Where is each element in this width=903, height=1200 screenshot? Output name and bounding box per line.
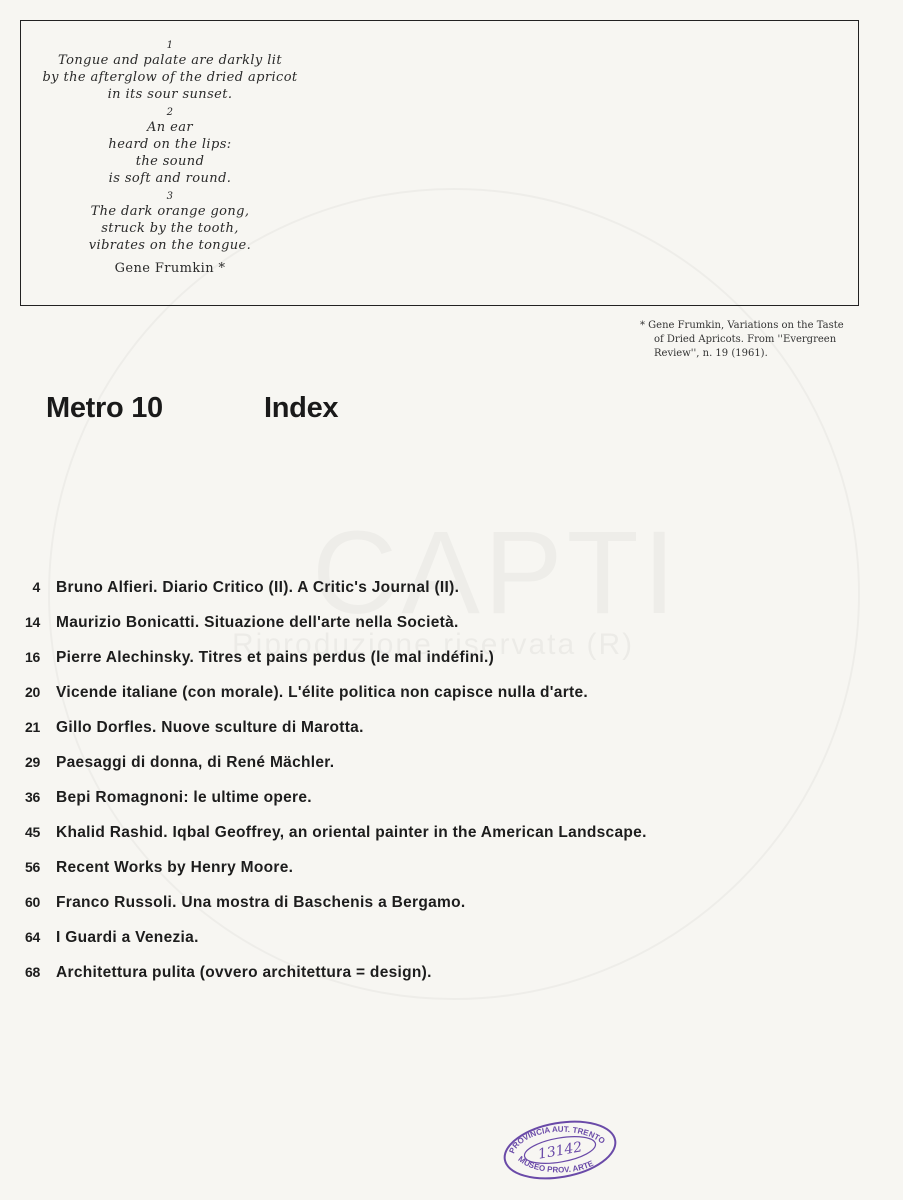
toc-page-number: 60 xyxy=(25,894,40,910)
toc-page-number: 21 xyxy=(25,719,40,735)
toc-entry xyxy=(0,649,903,684)
poem-line: by the afterglow of the dried apricot xyxy=(42,70,298,85)
page-heading xyxy=(46,392,339,425)
toc-page-number: 36 xyxy=(25,789,40,805)
magazine-issue: Metro 10 xyxy=(46,392,163,424)
toc-title: Maurizio Bonicatti. Situazione dell'arte nella Società. xyxy=(56,614,459,631)
poem-line: vibrates on the tongue. xyxy=(88,238,252,253)
poem-line: An ear xyxy=(147,120,193,135)
poem-line: is soft and round. xyxy=(108,171,232,186)
toc-page-number: 45 xyxy=(25,824,40,840)
toc-page-number: 29 xyxy=(25,754,40,770)
poem-author: Gene Frumkin * xyxy=(114,261,226,276)
toc-title: Franco Russoli. Una mostra di Baschenis a Bergamo. xyxy=(56,894,466,911)
toc-title: I Guardi a Venezia. xyxy=(56,929,199,946)
toc-page-number: 68 xyxy=(25,964,40,980)
toc-entry xyxy=(0,894,903,929)
toc-entry xyxy=(0,719,903,754)
stamp-number: 13142 xyxy=(536,1139,584,1163)
page-title: Index xyxy=(264,392,339,424)
toc-entry xyxy=(0,964,903,999)
toc-entry xyxy=(0,579,903,614)
stamp-bottom-text: MUSEO PROV. ARTE xyxy=(516,1154,595,1175)
toc-entry xyxy=(0,614,903,649)
footnote-line: Review'', n. 19 (1961). xyxy=(654,348,768,359)
stanza-number: 2 xyxy=(166,107,174,118)
toc-title: Recent Works by Henry Moore. xyxy=(56,859,294,876)
toc-title: Paesaggi di donna, di René Mächler. xyxy=(56,754,335,771)
poem-line: The dark orange gong, xyxy=(90,204,250,219)
toc-entry xyxy=(0,684,903,719)
toc-title: Pierre Alechinsky. Titres et pains perdus (le mal indéfini.) xyxy=(56,649,495,666)
footnote xyxy=(640,319,880,361)
toc-entry xyxy=(0,824,903,859)
poem-line: Tongue and palate are darkly lit xyxy=(58,53,282,68)
toc-title: Khalid Rashid. Iqbal Geoffrey, an oriental painter in the American Landscape. xyxy=(56,824,647,841)
poem-line: heard on the lips: xyxy=(108,137,232,152)
toc-title: Vicende italiane (con morale). L'élite politica non capisce nulla d'arte. xyxy=(56,684,589,701)
toc-title: Architettura pulita (ovvero architettura = design). xyxy=(56,964,432,981)
toc-entry xyxy=(0,859,903,894)
toc-page-number: 20 xyxy=(25,684,40,700)
table-of-contents xyxy=(0,579,903,999)
stanza-number: 3 xyxy=(166,191,174,202)
poem xyxy=(39,39,301,277)
toc-page-number: 16 xyxy=(25,649,40,665)
poem-frame xyxy=(20,20,859,306)
toc-title: Gillo Dorfles. Nuove sculture di Marotta. xyxy=(56,719,364,736)
toc-title: Bepi Romagnoni: le ultime opere. xyxy=(56,789,312,806)
footnote-line: of Dried Apricots. From ''Evergreen xyxy=(654,334,837,345)
toc-entry xyxy=(0,929,903,964)
toc-page-number: 64 xyxy=(25,929,40,945)
toc-page-number: 14 xyxy=(25,614,40,630)
toc-entry xyxy=(0,789,903,824)
toc-entry xyxy=(0,754,903,789)
museum-stamp xyxy=(500,1118,620,1180)
poem-line: in its sour sunset. xyxy=(107,87,233,102)
stamp-top-text: PROVINCIA AUT. TRENTO xyxy=(507,1124,607,1155)
poem-line: the sound xyxy=(135,154,205,169)
footnote-line: * Gene Frumkin, Variations on the Taste xyxy=(640,320,844,331)
poem-line: struck by the tooth, xyxy=(101,221,239,236)
toc-page-number: 4 xyxy=(32,579,40,595)
toc-page-number: 56 xyxy=(25,859,40,875)
stanza-number: 1 xyxy=(166,40,174,51)
toc-title: Bruno Alfieri. Diario Critico (II). A Critic's Journal (II). xyxy=(56,579,460,596)
